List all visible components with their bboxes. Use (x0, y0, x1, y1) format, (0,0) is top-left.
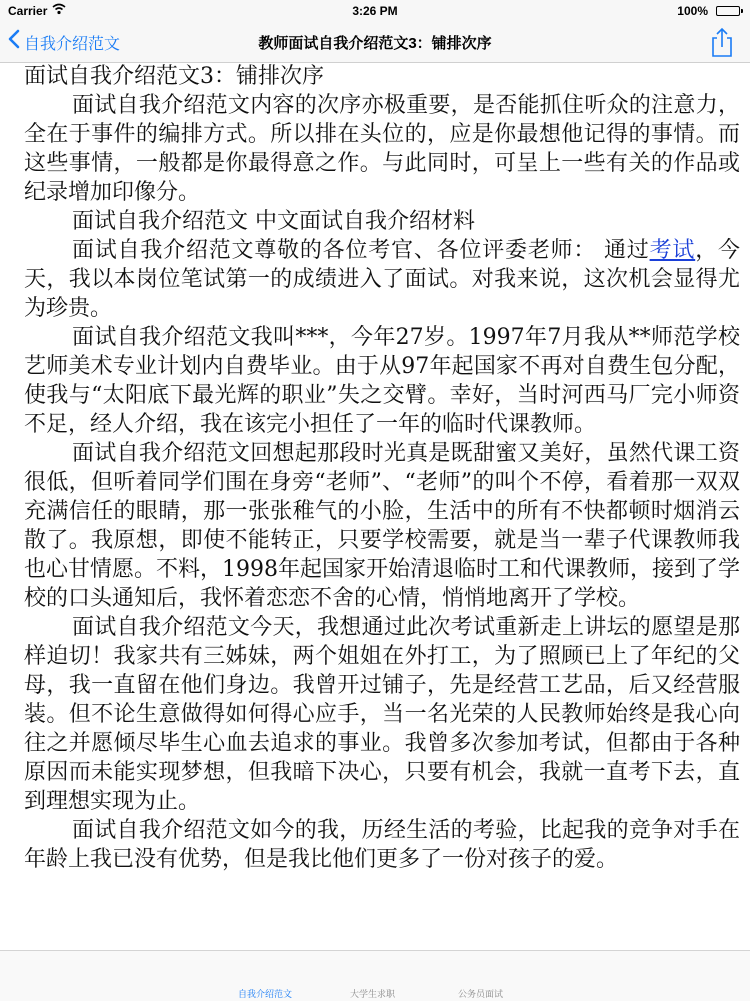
navigation-bar (0, 22, 750, 63)
exam-link[interactable]: 考试 (649, 238, 696, 263)
carrier-label: Carrier (8, 4, 48, 18)
article-paragraph: 面试自我介绍范文回想起那段时光真是既甜蜜又美好，虽然代课工资很低，但听着同学们围在身旁“老师”、“老师”的叫个不停，看着那一双双充满信任的眼睛，那一张张稚气的小脸，生活中的所有不快都顿时烟消云散了。我原想，即使不能转正，只要学校需要，就是当一辈子代课教师我也心甘情愿。不料，1998年起国家开始清退临时工和代课教师，接到了学校的口头通知后，我怀着恋恋不舍的心情，悄悄地离开了学校。 (24, 441, 740, 611)
clock-label: 3:26 PM (352, 4, 398, 18)
tab-college-job[interactable]: 大学生求职 (350, 989, 396, 999)
battery-percent: 100% (677, 4, 708, 18)
paragraph-text: 面试自我介绍范文尊敬的各位考官、各位评委老师： 通过 (72, 238, 650, 263)
paragraph-text: ，今天，我以本岗位笔试第一的成绩进入了面试。对我来说，这次机会显得尤为珍贵。 (24, 238, 740, 321)
article-body (24, 62, 740, 874)
tab-civil-service[interactable]: 公务员面试 (458, 989, 504, 999)
bottom-tab-bar (0, 950, 750, 1001)
back-button-label: 自我介绍范文 (24, 35, 121, 53)
article-paragraph: 面试自我介绍范文我叫***，今年27岁。1997年7月我从**师范学校艺师美术专业计划内自费毕业。由于从97年起国家不再对自费生包分配，使我与“太阳底下最光辉的职业”失之交臂。幸好，当时河西马厂完小师资不足，经人介绍，我在该完小担任了一年的临时代课教师。 (24, 325, 740, 437)
article-heading: 面试自我介绍范文3：铺排次序 (24, 64, 324, 89)
article-paragraph: 面试自我介绍范文 中文面试自我介绍材料 (72, 209, 475, 234)
tab-self-intro[interactable]: 自我介绍范文 (238, 989, 293, 999)
status-bar (0, 0, 750, 22)
article-paragraph: 面试自我介绍范文今天，我想通过此次考试重新走上讲坛的愿望是那样迫切！我家共有三姊妹，两个姐姐在外打工，为了照顾已上了年纪的父母，我一直留在他们身边。我曾开过铺子，先是经营工艺品，后又经营服装。但不论生意做得如何得心应手，当一名光荣的人民教师始终是我心向往之并愿倾尽毕生心血去追求的事业。我曾多次参加考试，但都由于各种原因而未能实现梦想，但我暗下决心，只要有机会，我就一直考下去，直到理想实现为止。 (24, 615, 740, 814)
article-paragraph (24, 236, 740, 323)
article-paragraph: 面试自我介绍范文内容的次序亦极重要，是否能抓住听众的注意力，全在于事件的编排方式。所以排在头位的，应是你最想他记得的事情。而这些事情，一般都是你最得意之作。与此同时，可呈上一些有关的作品或纪录增加印像分。 (24, 93, 740, 205)
battery-icon (716, 6, 740, 16)
share-icon (708, 26, 736, 58)
page-title: 教师面试自我介绍范文3：铺排次序 (258, 35, 492, 52)
share-button[interactable] (708, 26, 736, 58)
article-paragraph: 面试自我介绍范文如今的我，历经生活的考验，比起我的竞争对手在年龄上我已没有优势，但是我比他们更多了一份对孩子的爱。 (24, 818, 740, 872)
